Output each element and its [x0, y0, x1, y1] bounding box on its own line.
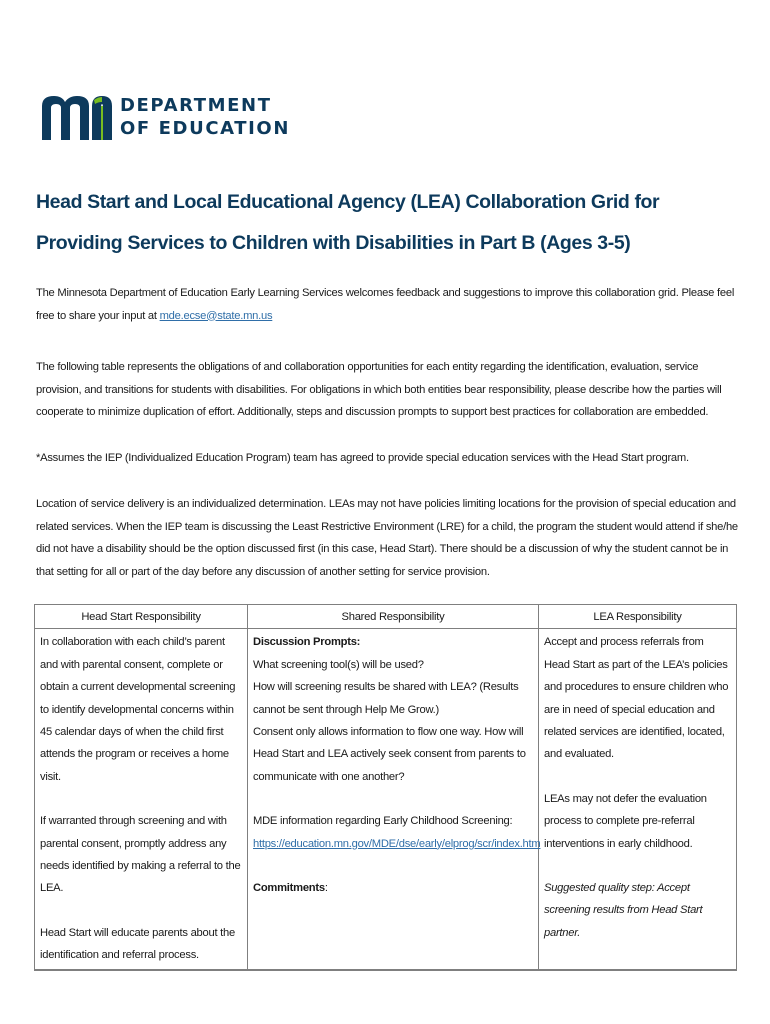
commitments-line: [253, 877, 534, 899]
obligations-paragraph: The following table represents the obligations of and collaboration opportunities for each entity regarding the identification, evaluation, service provision, and transitions for students with disabilities. For obligations in which both entities bear responsibility, please describe how the parties will cooperate to minimize duplication of effort. Additionally, steps and discussion prompts to support best practices for collaboration are embedded.: [36, 361, 722, 418]
shared-cell: [248, 629, 539, 970]
mde-screening-info: MDE information regarding Early Childhood Screening:: [253, 815, 513, 828]
mde-logo: [40, 92, 290, 142]
commitments-label: Commitments: [253, 882, 325, 895]
head-start-screening: In collaboration with each child’s parent and with parental consent, complete or obtain a current developmental screening to identify developmental concerns within 45 calendar days of when the child first attends the program or receives a home visit.: [40, 636, 236, 783]
lea-quality-step: Suggested quality step: Accept screening results from Head Start partner.: [544, 882, 703, 939]
intro-paragraph: [36, 282, 741, 327]
prompt-screening-tools: What screening tool(s) will be used?: [253, 658, 424, 671]
prompt-consent: Consent only allows information to flow one way. How will Head Start and LEA actively seek consent from parents to communicate with one another?: [253, 726, 526, 783]
mde-screening-link[interactable]: https://education.mn.gov/MDE/dse/early/elprog/scr/index.htm: [253, 837, 541, 850]
prompt-sharing-results: How will screening results be shared with LEA? (Results cannot be sent through Help Me Grow.): [253, 681, 519, 716]
head-start-cell: [35, 629, 248, 970]
table-row: [35, 629, 737, 970]
lea-accept-referrals: Accept and process referrals from Head Start as part of the LEA’s policies and procedures to ensure children who are in need of special education and related services are identified, located, and evaluated.: [544, 636, 729, 761]
collaboration-grid: [34, 604, 737, 971]
minnesota-logo-icon: [40, 92, 114, 142]
intro-text: The Minnesota Department of Education Early Learning Services welcomes feedback and suggestions to improve this collaboration grid. Please feel free to share your input at: [36, 287, 735, 322]
iep-assumption-note: *Assumes the IEP (Individualized Education Program) team has agreed to provide special education services with the Head Start program.: [36, 452, 689, 464]
feedback-email-link[interactable]: mde.ecse@state.mn.us: [159, 309, 273, 322]
head-start-referral: If warranted through screening and with parental consent, promptly address any needs identified by making a referral to the LEA.: [40, 815, 241, 895]
table-header-row: [35, 605, 737, 629]
logo-line-2: OF EDUCATION: [120, 118, 291, 139]
header-head-start: Head Start Responsibility: [35, 605, 248, 629]
logo-wordmark: [120, 94, 290, 140]
service-location-paragraph: Location of service delivery is an individualized determination. LEAs may not have policies limiting locations for the provision of special education and related services. When the IEP team is discussing the Least Restrictive Environment (LRE) for a child, the program the student would attend if she/he did not have a disability should be the option discussed first (in this case, Head Start). There should be a discussion of why the student cannot be in that setting for all or part of the day before any discussion of another setting for service provision.: [36, 498, 738, 578]
discussion-prompts-label: Discussion Prompts:: [253, 636, 361, 649]
lea-cell: [539, 629, 737, 970]
lea-no-defer: LEAs may not defer the evaluation process to complete pre-referral interventions in early childhood.: [544, 792, 707, 850]
page-title: Head Start and Local Educational Agency (LEA) Collaboration Grid for Providing Services to Children with Disabilities in Part B (Ages 3-5): [36, 191, 660, 254]
commitments-colon: :: [324, 882, 328, 895]
head-start-parent-education: Head Start will educate parents about the identification and referral process.: [40, 926, 235, 962]
header-shared: Shared Responsibility: [248, 605, 539, 629]
logo-line-1: DEPARTMENT: [120, 95, 272, 116]
header-lea: LEA Responsibility: [539, 605, 737, 629]
